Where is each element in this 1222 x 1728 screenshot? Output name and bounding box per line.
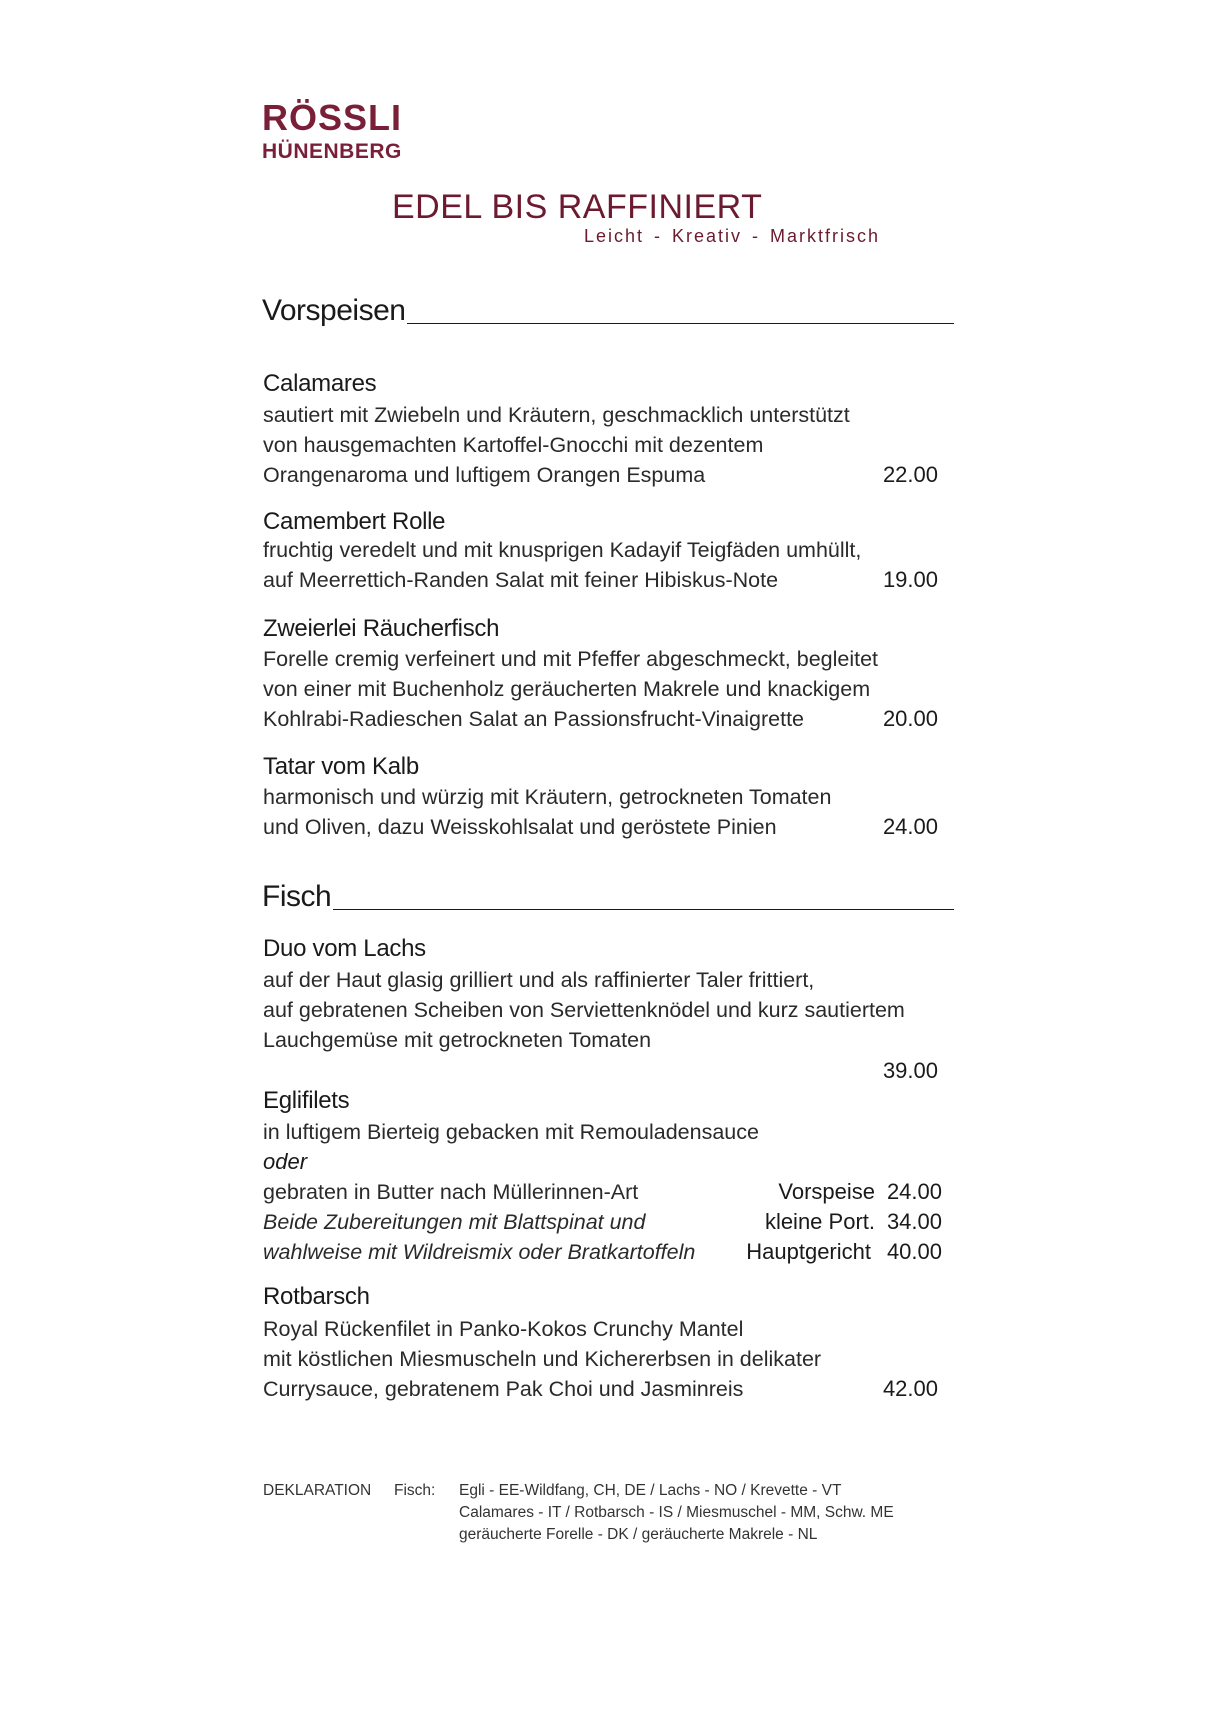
item-title-lachs: Duo vom Lachs [263, 935, 426, 962]
item-desc-line: sautiert mit Zwiebeln und Kräutern, geschmacklich unterstützt [263, 403, 850, 427]
section-title: Fisch [262, 880, 332, 913]
item-title-egli: Eglifilets [263, 1087, 350, 1114]
item-note-line: wahlweise mit Wildreismix oder Bratkartoffeln [263, 1240, 696, 1264]
item-title-raeucherfisch: Zweierlei Räucherfisch [263, 615, 500, 642]
item-desc-line: Orangenaroma und luftigem Orangen Espuma [263, 463, 706, 487]
logo-roessli: RÖSSLI [262, 97, 403, 138]
item-desc-line: harmonisch und würzig mit Kräutern, getrockneten Tomaten [263, 785, 832, 809]
item-desc-line: mit köstlichen Miesmuscheln und Kichererbsen in delikater [263, 1347, 822, 1371]
item-title-camembert: Camembert Rolle [263, 508, 446, 535]
item-desc-line: Forelle cremig verfeinert und mit Pfeffer abgeschmeckt, begleitet [263, 647, 879, 671]
section-rule [333, 909, 954, 910]
item-desc-line: auf Meerrettich-Randen Salat mit feiner Hibiskus-Note [263, 568, 779, 592]
item-desc-line: in luftigem Bierteig gebacken mit Remouladensauce [263, 1120, 759, 1144]
item-desc-line: auf gebratenen Scheiben von Serviettenknödel und kurz sautiertem [263, 998, 905, 1022]
item-title-calamares: Calamares [263, 370, 377, 397]
item-title-rotbarsch: Rotbarsch [263, 1283, 370, 1310]
item-desc-line: Royal Rückenfilet in Panko-Kokos Crunchy Mantel [263, 1317, 744, 1341]
item-title-tatar: Tatar vom Kalb [263, 753, 419, 780]
item-desc-line: und Oliven, dazu Weisskohlsalat und geröstete Pinien [263, 815, 777, 839]
tagline: EDEL BIS RAFFINIERT [392, 188, 763, 226]
item-desc-line: gebraten in Butter nach Müllerinnen-Art [263, 1180, 639, 1204]
portion-label-vorspeise: Vorspeise [778, 1179, 875, 1204]
item-price-rotbarsch: 42.00 [882, 1376, 938, 1401]
item-price-lachs: 39.00 [882, 1058, 938, 1083]
portion-price-kleine: 34.00 [886, 1209, 942, 1234]
item-desc-line: auf der Haut glasig grilliert und als raffinierter Taler frittiert, [263, 968, 815, 992]
declaration-line: geräucherte Forelle - DK / geräucherte Makrele - NL [459, 1526, 818, 1543]
section-heading-fisch [262, 874, 954, 914]
item-desc-line: Currysauce, gebratenem Pak Choi und Jasminreis [263, 1377, 744, 1401]
item-price-tatar: 24.00 [882, 814, 938, 839]
item-price-camembert: 19.00 [882, 567, 938, 592]
section-rule [407, 323, 954, 324]
section-title: Vorspeisen [262, 294, 406, 327]
item-desc-line: von hausgemachten Kartoffel-Gnocchi mit dezentem [263, 433, 764, 457]
item-desc-line: von einer mit Buchenholz geräucherten Makrele und knackigem [263, 677, 871, 701]
section-heading-vorspeisen [262, 288, 954, 328]
declaration-category: Fisch: [394, 1482, 436, 1499]
item-note-line: Beide Zubereitungen mit Blattspinat und [263, 1210, 646, 1234]
item-price-calamares: 22.00 [882, 462, 938, 487]
declaration-line: Egli - EE-Wildfang, CH, DE / Lachs - NO / Krevette - VT [459, 1482, 842, 1499]
item-or-label: oder [263, 1149, 308, 1174]
logo-huenenberg: HÜNENBERG [262, 140, 402, 163]
portion-label-hauptgericht: Hauptgericht [746, 1239, 871, 1264]
item-desc-line: Kohlrabi-Radieschen Salat an Passionsfrucht-Vinaigrette [263, 707, 804, 731]
item-price-raeucherfisch: 20.00 [882, 706, 938, 731]
item-desc-line: Lauchgemüse mit getrockneten Tomaten [263, 1028, 652, 1052]
declaration-label: DEKLARATION [263, 1482, 372, 1499]
declaration-line: Calamares - IT / Rotbarsch - IS / Miesmuschel - MM, Schw. ME [459, 1504, 894, 1521]
item-desc-line: fruchtig veredelt und mit knusprigen Kadayif Teigfäden umhüllt, [263, 538, 862, 562]
portion-price-vorspeise: 24.00 [886, 1179, 942, 1204]
portion-label-kleine: kleine Port. [764, 1209, 875, 1234]
portion-price-hauptgericht: 40.00 [886, 1239, 942, 1264]
subtagline: Leicht - Kreativ - Marktfrisch [584, 226, 881, 246]
